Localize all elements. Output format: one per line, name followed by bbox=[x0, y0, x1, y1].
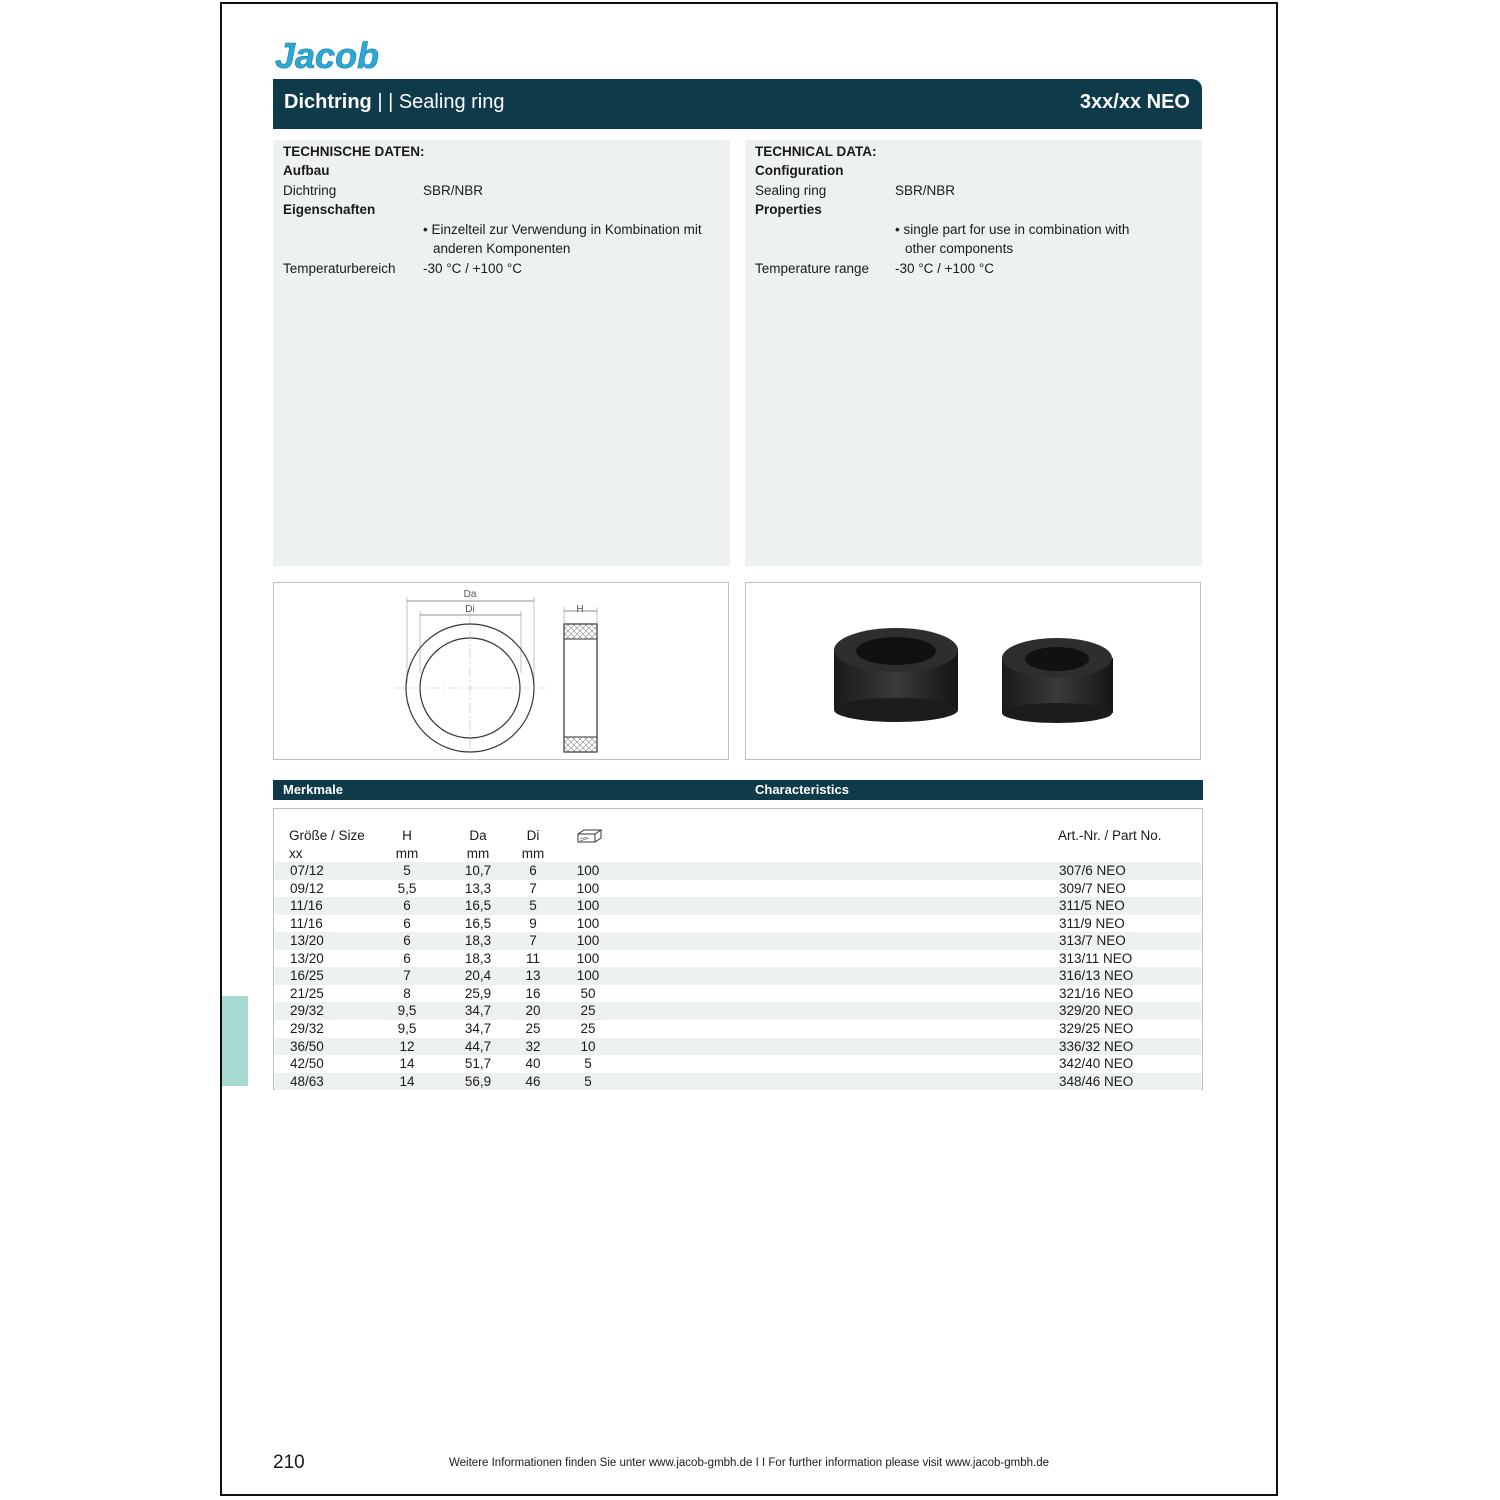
cell-qty: 25 bbox=[580, 1020, 596, 1036]
cell-da: 20,4 bbox=[464, 968, 492, 984]
label-h: H bbox=[576, 604, 584, 615]
cell-h: 6 bbox=[403, 950, 411, 966]
page-number: 210 bbox=[273, 1452, 305, 1473]
cell-da: 56,9 bbox=[464, 1073, 492, 1089]
property-bullet-cont: anderen Komponenten bbox=[433, 241, 571, 256]
label-da: Da bbox=[463, 589, 477, 600]
table-row bbox=[275, 897, 1201, 915]
cell-size: 09/12 bbox=[290, 880, 324, 896]
cell-h: 6 bbox=[403, 898, 411, 914]
cell-size: 36/50 bbox=[290, 1038, 324, 1054]
cell-part-no: 311/9 NEO bbox=[1059, 915, 1125, 931]
cell-di: 13 bbox=[525, 968, 541, 984]
table-row bbox=[275, 862, 1201, 880]
cell-part-no: 336/32 NEO bbox=[1059, 1038, 1134, 1054]
cell-part-no: 309/7 NEO bbox=[1059, 880, 1126, 896]
section-label-english: Characteristics bbox=[755, 782, 849, 797]
cell-size: 11/16 bbox=[290, 915, 323, 931]
title-english: Sealing ring bbox=[398, 91, 505, 113]
col-header-da: Da bbox=[469, 828, 487, 843]
characteristics-bar bbox=[273, 780, 1203, 800]
property-bullet: • single part for use in combination with bbox=[895, 222, 1130, 237]
cell-h: 14 bbox=[399, 1073, 415, 1089]
cell-di: 46 bbox=[525, 1073, 541, 1089]
seal-label: Dichtring bbox=[283, 183, 337, 198]
cell-h: 7 bbox=[403, 968, 411, 984]
cell-size: 29/32 bbox=[290, 1020, 324, 1036]
cell-h: 8 bbox=[403, 985, 411, 1001]
cell-part-no: 329/20 NEO bbox=[1059, 1003, 1134, 1019]
col-header-part: Art.-Nr. / Part No. bbox=[1058, 828, 1162, 843]
cell-qty: 50 bbox=[580, 985, 596, 1001]
cell-da: 44,7 bbox=[464, 1038, 492, 1054]
props-label: Properties bbox=[755, 202, 822, 217]
ring-drawing bbox=[274, 583, 727, 758]
col-header-h: H bbox=[402, 828, 412, 843]
product-code: 3xx/xx NEO bbox=[1079, 91, 1190, 113]
title-german: Dichtring bbox=[284, 91, 372, 113]
cell-da: 34,7 bbox=[464, 1003, 492, 1019]
cell-h: 12 bbox=[399, 1038, 415, 1054]
title-bar bbox=[273, 79, 1202, 129]
cell-size: 42/50 bbox=[290, 1056, 324, 1072]
cell-qty: 25 bbox=[580, 1003, 596, 1019]
cell-qty: 100 bbox=[576, 898, 600, 914]
cell-part-no: 342/40 NEO bbox=[1059, 1056, 1134, 1072]
table-row bbox=[275, 1073, 1201, 1091]
table-row bbox=[275, 1055, 1201, 1073]
tech-data-german bbox=[273, 140, 730, 566]
title-separator: | | bbox=[371, 91, 399, 113]
seal-value: SBR/NBR bbox=[895, 183, 956, 198]
table-row bbox=[275, 1020, 1201, 1038]
table-row bbox=[275, 1002, 1201, 1020]
temp-label: Temperature range bbox=[755, 261, 870, 276]
cell-h: 9,5 bbox=[397, 1020, 417, 1036]
col-unit-di: mm bbox=[521, 846, 545, 861]
box-icon bbox=[577, 829, 603, 843]
cell-di: 25 bbox=[525, 1020, 541, 1036]
cell-qty: 100 bbox=[576, 968, 600, 984]
tech-heading: TECHNISCHE DATEN: bbox=[283, 144, 425, 159]
col-unit-da: mm bbox=[466, 846, 490, 861]
temp-label: Temperaturbereich bbox=[283, 261, 396, 276]
cell-di: 32 bbox=[525, 1038, 541, 1054]
svg-text:Jacob: Jacob bbox=[275, 38, 380, 74]
cell-part-no: 348/46 NEO bbox=[1059, 1073, 1134, 1089]
cell-size: 48/63 bbox=[290, 1073, 324, 1089]
cell-h: 5,5 bbox=[397, 880, 417, 896]
cell-part-no: 313/11 NEO bbox=[1059, 950, 1133, 966]
cell-part-no: 307/6 NEO bbox=[1059, 863, 1126, 878]
cell-qty: 100 bbox=[576, 863, 600, 878]
table-row bbox=[275, 985, 1201, 1003]
col-unit-size: xx bbox=[289, 846, 303, 861]
temp-value: -30 °C / +100 °C bbox=[895, 261, 994, 276]
jacob-logo bbox=[273, 38, 443, 74]
cell-di: 7 bbox=[529, 933, 537, 949]
cell-di: 11 bbox=[525, 950, 540, 966]
cell-part-no: 321/16 NEO bbox=[1059, 985, 1134, 1001]
cell-da: 16,5 bbox=[464, 915, 492, 931]
cell-da: 16,5 bbox=[464, 898, 492, 914]
cell-di: 9 bbox=[529, 915, 537, 931]
cell-part-no: 311/5 NEO bbox=[1059, 898, 1125, 914]
technical-drawing bbox=[273, 582, 729, 760]
cell-di: 5 bbox=[529, 898, 537, 914]
cell-qty: 100 bbox=[576, 915, 600, 931]
page-title bbox=[284, 91, 504, 114]
table-row bbox=[275, 950, 1201, 968]
property-bullet-cont: other components bbox=[905, 241, 1014, 256]
cell-da: 25,9 bbox=[464, 985, 492, 1001]
cell-da: 10,7 bbox=[464, 863, 492, 878]
sizes-table bbox=[273, 808, 1203, 1090]
tech-data-english bbox=[745, 140, 1202, 566]
table-row bbox=[275, 915, 1201, 933]
cell-h: 5 bbox=[403, 863, 411, 878]
cell-part-no: 316/13 NEO bbox=[1059, 968, 1134, 984]
cell-di: 7 bbox=[529, 880, 537, 896]
cell-size: 13/20 bbox=[290, 933, 324, 949]
col-unit-h: mm bbox=[395, 846, 419, 861]
col-header-di: Di bbox=[526, 828, 540, 843]
cell-h: 14 bbox=[399, 1056, 415, 1072]
cell-size: 29/32 bbox=[290, 1003, 324, 1019]
cell-da: 51,7 bbox=[464, 1056, 492, 1072]
cell-size: 16/25 bbox=[290, 968, 324, 984]
cell-da: 18,3 bbox=[464, 933, 492, 949]
ring-photo bbox=[746, 583, 1199, 758]
cell-qty: 5 bbox=[584, 1073, 592, 1089]
cell-da: 18,3 bbox=[464, 950, 492, 966]
footer-info: Weitere Informationen finden Sie unter www.jacob-gmbh.de I I For further information please visit www.jacob-gmbh.de bbox=[449, 1457, 1049, 1469]
cell-da: 34,7 bbox=[464, 1020, 492, 1036]
cell-di: 6 bbox=[529, 863, 537, 878]
cell-h: 6 bbox=[403, 933, 411, 949]
config-label: Configuration bbox=[755, 163, 844, 178]
props-label: Eigenschaften bbox=[283, 202, 376, 217]
cell-qty: 100 bbox=[576, 950, 600, 966]
tech-heading: TECHNICAL DATA: bbox=[755, 144, 877, 159]
seal-value: SBR/NBR bbox=[423, 183, 484, 198]
cell-size: 07/12 bbox=[290, 863, 324, 878]
table-row bbox=[275, 880, 1201, 898]
seal-label: Sealing ring bbox=[755, 183, 827, 198]
cell-di: 20 bbox=[525, 1003, 541, 1019]
label-di: Di bbox=[465, 604, 475, 615]
table-row bbox=[275, 932, 1201, 950]
cell-qty: 100 bbox=[576, 933, 600, 949]
cell-qty: 10 bbox=[580, 1038, 596, 1054]
section-label-german: Merkmale bbox=[283, 782, 343, 797]
chapter-tab bbox=[222, 996, 248, 1086]
cell-da: 13,3 bbox=[464, 880, 492, 896]
table-row bbox=[275, 1038, 1201, 1056]
cell-size: 21/25 bbox=[290, 985, 324, 1001]
cell-qty: 5 bbox=[584, 1056, 592, 1072]
cell-part-no: 329/25 NEO bbox=[1059, 1020, 1134, 1036]
cell-h: 9,5 bbox=[397, 1003, 417, 1019]
cell-di: 16 bbox=[525, 985, 541, 1001]
cell-part-no: 313/7 NEO bbox=[1059, 933, 1126, 949]
property-bullet: • Einzelteil zur Verwendung in Kombination mit bbox=[423, 222, 702, 237]
col-header-size: Größe / Size bbox=[289, 828, 365, 843]
config-label: Aufbau bbox=[283, 163, 330, 178]
cell-qty: 100 bbox=[576, 880, 600, 896]
cell-size: 13/20 bbox=[290, 950, 324, 966]
product-photo bbox=[745, 582, 1201, 760]
cell-size: 11/16 bbox=[290, 898, 323, 914]
temp-value: -30 °C / +100 °C bbox=[423, 261, 522, 276]
cell-h: 6 bbox=[403, 915, 411, 931]
table-row bbox=[275, 967, 1201, 985]
cell-di: 40 bbox=[525, 1056, 541, 1072]
